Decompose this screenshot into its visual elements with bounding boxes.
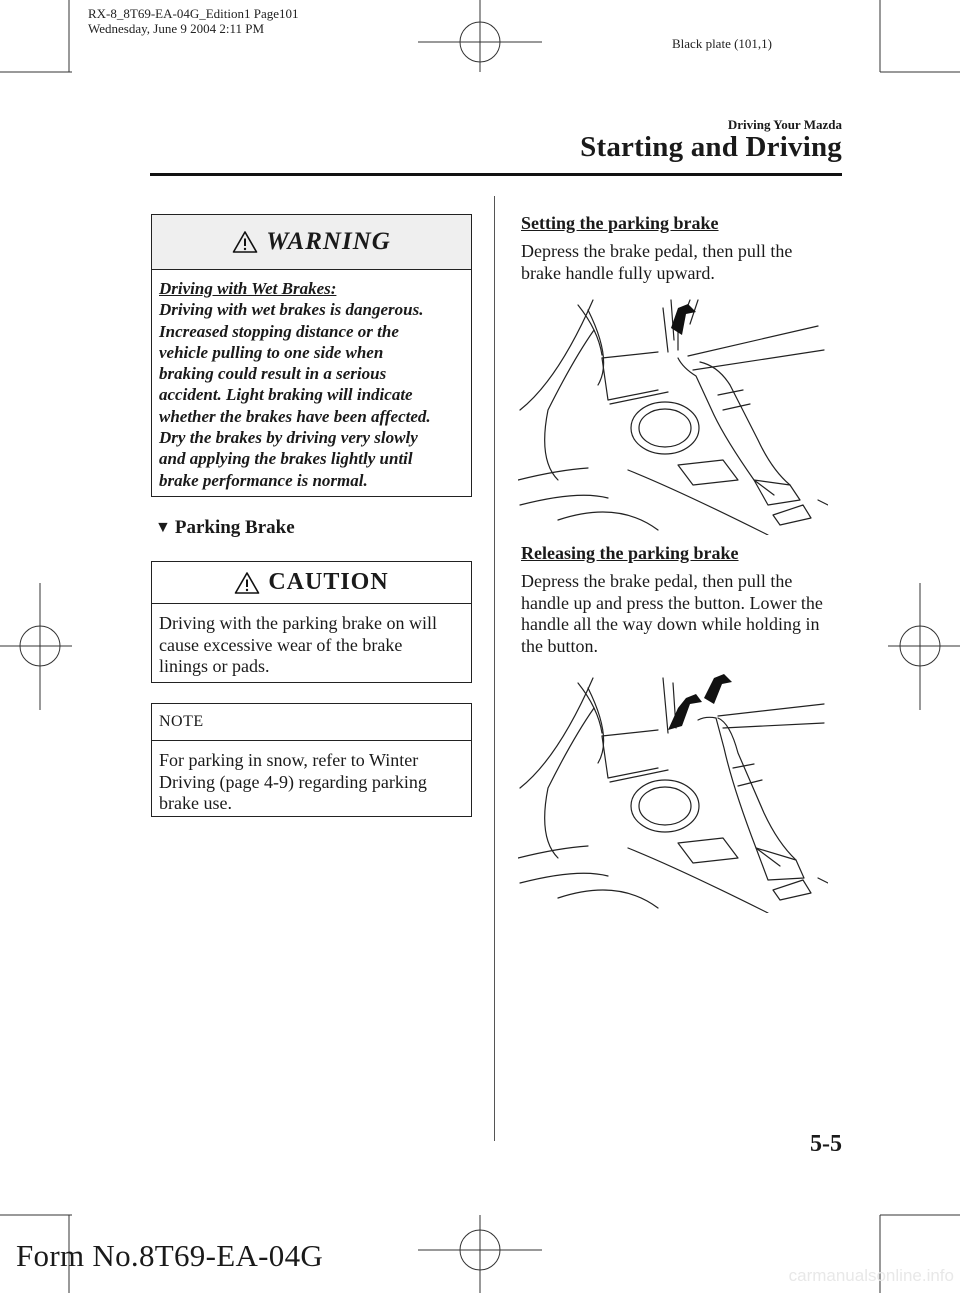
setting-heading: Setting the parking brake: [521, 213, 719, 233]
page-number: 5-5: [810, 1131, 842, 1157]
note-line: For parking in snow, refer to Winter: [159, 750, 419, 770]
column-divider: [494, 196, 495, 1141]
watermark: carmanualsonline.info: [788, 1266, 954, 1285]
releasing-line: Depress the brake pedal, then pull the: [521, 571, 793, 591]
setting-text: [521, 241, 792, 284]
setting-line: Depress the brake pedal, then pull the: [521, 241, 793, 261]
caution-line: linings or pads.: [159, 656, 270, 676]
releasing-line: handle all the way down while holding in: [521, 614, 820, 634]
header-rule: [150, 173, 842, 176]
note-line: brake use.: [159, 793, 232, 813]
releasing-heading: Releasing the parking brake: [521, 543, 739, 563]
caution-header: [152, 562, 471, 604]
note-box: [151, 703, 472, 817]
warning-line: accident. Light braking will indicate: [159, 385, 413, 405]
section-heading: [155, 517, 295, 539]
warning-heading: Driving with Wet Brakes:: [159, 279, 337, 298]
caution-body: [152, 604, 471, 684]
warning-line: Increased stopping distance or the: [159, 321, 399, 341]
caution-triangle-icon: [234, 571, 260, 595]
setting-parking-brake-illustration: [518, 290, 828, 535]
print-file-name: RX-8_8T69-EA-04G_Edition1 Page101: [88, 6, 299, 21]
warning-triangle-icon: [232, 230, 258, 254]
releasing-parking-brake-illustration: [518, 668, 828, 913]
section-heading-text: Parking Brake: [174, 517, 295, 538]
warning-line: and applying the brakes lightly until: [159, 449, 413, 469]
releasing-text: [521, 571, 823, 657]
caution-box: [151, 561, 472, 683]
warning-line: braking could result in a serious: [159, 364, 387, 384]
warning-line: vehicle pulling to one side when: [159, 342, 384, 362]
caution-line: Driving with the parking brake on will: [159, 613, 437, 633]
note-line: Driving (page 4-9) regarding parking: [159, 771, 427, 792]
section-bullet-icon: ▼: [155, 519, 171, 536]
warning-line: whether the brakes have been affected.: [159, 406, 431, 426]
warning-body: [152, 270, 471, 497]
section-header-title: Starting and Driving: [580, 131, 842, 163]
plate-label: Black plate (101,1): [672, 36, 772, 51]
warning-line: Dry the brakes by driving very slowly: [159, 428, 418, 448]
releasing-line: handle up and press the button. Lower the: [521, 592, 823, 613]
warning-line: brake performance is normal.: [159, 470, 368, 490]
caution-title: CAUTION: [268, 569, 389, 595]
form-number: Form No.8T69-EA-04G: [16, 1238, 324, 1273]
warning-box: [151, 214, 472, 497]
warning-header: [152, 215, 471, 270]
releasing-line: the button.: [521, 635, 598, 656]
chapter-title: Driving Your Mazda: [727, 117, 842, 132]
note-body: [152, 741, 471, 821]
note-title: NOTE: [152, 704, 471, 741]
print-timestamp: Wednesday, June 9 2004 2:11 PM: [88, 21, 265, 36]
warning-title: WARNING: [266, 228, 391, 255]
warning-line: Driving with wet brakes is dangerous.: [159, 300, 424, 320]
setting-line: brake handle fully upward.: [521, 262, 715, 283]
caution-line: cause excessive wear of the brake: [159, 634, 403, 655]
